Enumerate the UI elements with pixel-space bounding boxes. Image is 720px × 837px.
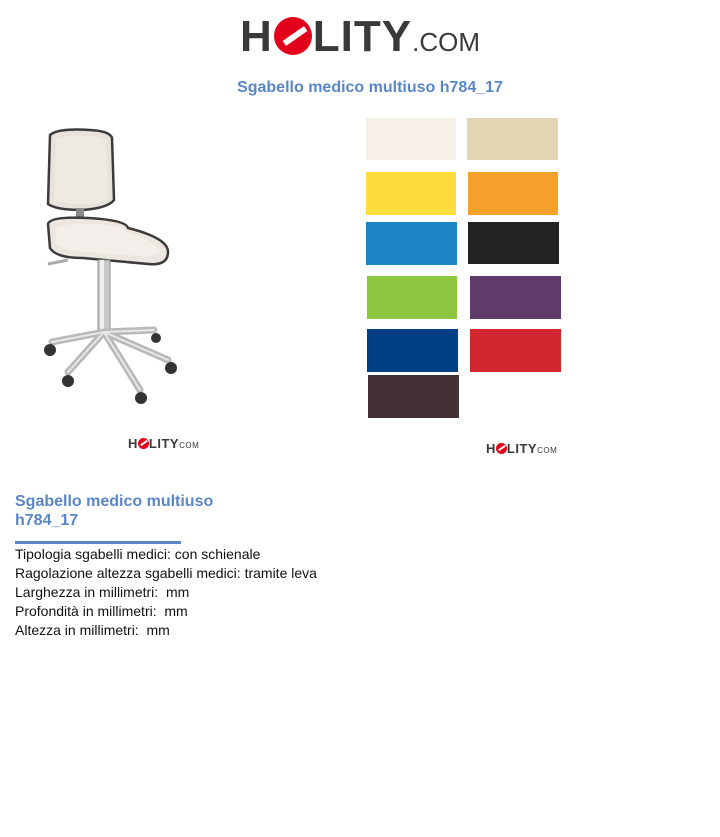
color-swatch (368, 375, 459, 418)
small-logo-dotcom: COM (179, 441, 200, 450)
spec-line: Larghezza in millimetri: mm (15, 584, 190, 600)
logo-letter-h: H (240, 12, 273, 61)
spec-line: Altezza in millimetri: mm (15, 622, 170, 638)
color-swatch (467, 118, 558, 160)
small-logo-dotcom: COM (537, 446, 558, 455)
holity-logo[interactable] (240, 12, 490, 64)
small-logo-letter-h: H (486, 441, 496, 456)
page-title: Sgabello medico multiuso h784_17 (237, 79, 503, 96)
stool-product-image (28, 120, 228, 410)
product-heading-line1: Sgabello medico multiuso (15, 493, 214, 510)
color-swatch (468, 222, 559, 264)
color-swatch (366, 118, 456, 160)
color-swatch (366, 222, 457, 265)
color-swatch (366, 172, 456, 215)
holity-logo-small-colors (486, 441, 557, 456)
holity-logo-small (128, 436, 199, 451)
logo-dotcom: .COM (412, 27, 480, 57)
spec-line: Profondità in millimetri: mm (15, 603, 188, 619)
color-swatch (367, 276, 457, 319)
product-heading (15, 492, 275, 530)
small-logo-mark-icon (496, 443, 507, 454)
logo-mark-icon (274, 17, 312, 55)
spec-line: Ragolazione altezza sgabelli medici: tramite leva (15, 565, 317, 581)
product-specs (15, 545, 317, 640)
color-swatch (470, 276, 561, 319)
small-logo-letter-h: H (128, 436, 138, 451)
small-logo-mark-icon (138, 438, 149, 449)
small-logo-letters: LITY (506, 441, 538, 456)
product-heading-line2: h784_17 (15, 512, 79, 529)
heading-underline (15, 541, 181, 544)
color-swatch (468, 172, 558, 215)
spec-line: Tipologia sgabelli medici: con schienale (15, 546, 261, 562)
logo-wordmark (240, 12, 480, 67)
color-swatch (470, 329, 561, 372)
color-swatch (367, 329, 458, 372)
logo-letters: LITY (312, 12, 413, 61)
small-logo-letters: LITY (148, 436, 180, 451)
